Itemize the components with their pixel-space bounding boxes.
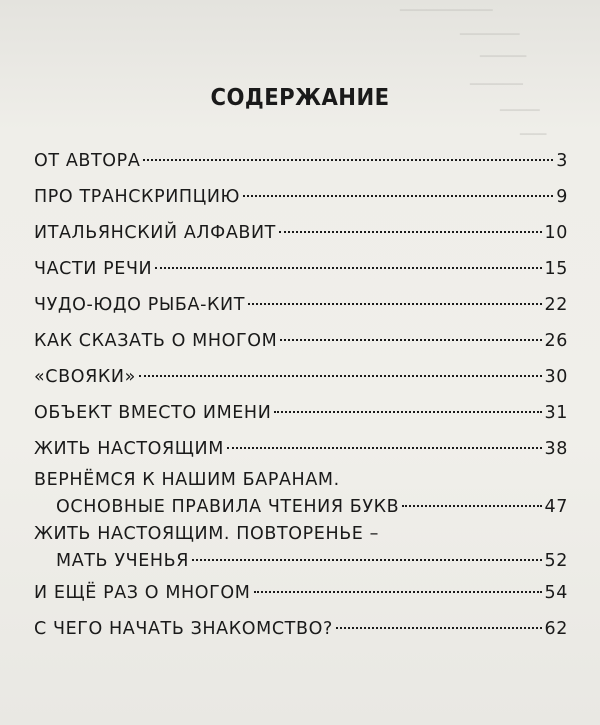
dot-leader — [254, 591, 542, 593]
bleed-through-text: ━━━━━━━ — [480, 50, 527, 63]
dot-leader — [279, 231, 542, 233]
toc-entry-title: С ЧЕГО НАЧАТЬ ЗНАКОМСТВО? — [34, 619, 333, 639]
bleed-through-text: ━━━━━━ — [500, 104, 540, 117]
toc-entry — [34, 287, 568, 323]
bleed-through-text: ━━━━━━━━━ — [460, 28, 520, 41]
toc-page-number: 47 — [544, 497, 568, 517]
toc-entry — [34, 179, 568, 215]
toc-page-number: 54 — [544, 583, 568, 603]
toc-entry-line — [34, 179, 568, 215]
toc-entry-title: ЖИТЬ НАСТОЯЩИМ — [34, 439, 224, 459]
dot-leader — [143, 159, 553, 161]
bleed-through-text: ━━━━━━━━━━━━━━ — [400, 4, 493, 17]
toc-entry-line — [34, 521, 568, 547]
toc-entry-title: ОБЪЕКТ ВМЕСТО ИМЕНИ — [34, 403, 272, 423]
dot-leader — [227, 447, 542, 449]
toc-entry-line — [34, 611, 568, 647]
dot-leader — [139, 375, 542, 377]
toc-page-number: 3 — [556, 151, 568, 171]
toc-page-number: 62 — [544, 619, 568, 639]
toc-entry-title: ОТ АВТОРА — [34, 151, 141, 171]
toc-page-number: 31 — [544, 403, 568, 423]
bleed-through-text: ━━━━ — [520, 128, 547, 141]
toc-entry — [34, 611, 568, 647]
dot-leader — [280, 339, 541, 341]
dot-leader — [248, 303, 542, 305]
toc-entry-line — [34, 575, 568, 611]
toc-entry-line — [34, 547, 568, 575]
toc-entry-line — [34, 493, 568, 521]
toc-entry-title: МАТЬ УЧЕНЬЯ — [56, 551, 189, 571]
dot-leader — [243, 195, 553, 197]
toc-page-number: 15 — [544, 259, 568, 279]
table-of-contents — [34, 143, 568, 647]
toc-entry-title: ОСНОВНЫЕ ПРАВИЛА ЧТЕНИЯ БУКВ — [56, 497, 400, 517]
toc-entry-line — [34, 467, 568, 493]
toc-entry-line — [34, 431, 568, 467]
dot-leader — [192, 559, 542, 561]
toc-entry — [34, 143, 568, 179]
toc-entry — [34, 467, 568, 521]
bleed-through-text: ━━━━━━━━ — [470, 78, 523, 91]
toc-entry — [34, 323, 568, 359]
page-title: СОДЕРЖАНИЕ — [210, 85, 390, 112]
toc-entry — [34, 395, 568, 431]
dot-leader — [336, 627, 542, 629]
toc-page-number: 10 — [544, 223, 568, 243]
toc-entry — [34, 359, 568, 395]
toc-entry-title: ИТАЛЬЯНСКИЙ АЛФАВИТ — [34, 223, 276, 243]
toc-page-number: 52 — [544, 551, 568, 571]
toc-entry-title: ВЕРНЁМСЯ К НАШИМ БАРАНАМ. — [34, 470, 340, 490]
toc-page-number: 38 — [544, 439, 568, 459]
dot-leader — [402, 505, 541, 507]
toc-entry-line — [34, 323, 568, 359]
toc-page-number: 9 — [556, 187, 568, 207]
toc-entry — [34, 431, 568, 467]
toc-entry-title: И ЕЩЁ РАЗ О МНОГОМ — [34, 583, 251, 603]
toc-page-number: 26 — [544, 331, 568, 351]
toc-entry — [34, 521, 568, 575]
toc-entry-line — [34, 215, 568, 251]
toc-entry-line — [34, 287, 568, 323]
toc-entry-title: ПРО ТРАНСКРИПЦИЮ — [34, 187, 241, 207]
toc-entry-title: ЧАСТИ РЕЧИ — [34, 259, 153, 279]
toc-entry-line — [34, 251, 568, 287]
toc-entry-line — [34, 143, 568, 179]
toc-entry-title: КАК СКАЗАТЬ О МНОГОМ — [34, 331, 278, 351]
toc-entry — [34, 575, 568, 611]
toc-entry — [34, 251, 568, 287]
toc-entry — [34, 215, 568, 251]
dot-leader — [155, 267, 541, 269]
toc-page-number: 22 — [544, 295, 568, 315]
dot-leader — [274, 411, 541, 413]
toc-entry-title: «СВОЯКИ» — [34, 367, 136, 387]
toc-entry-title: ЖИТЬ НАСТОЯЩИМ. ПОВТОРЕНЬЕ – — [34, 524, 379, 544]
toc-entry-line — [34, 395, 568, 431]
toc-page-number: 30 — [544, 367, 568, 387]
toc-entry-line — [34, 359, 568, 395]
toc-entry-title: ЧУДО-ЮДО РЫБА-КИТ — [34, 295, 246, 315]
